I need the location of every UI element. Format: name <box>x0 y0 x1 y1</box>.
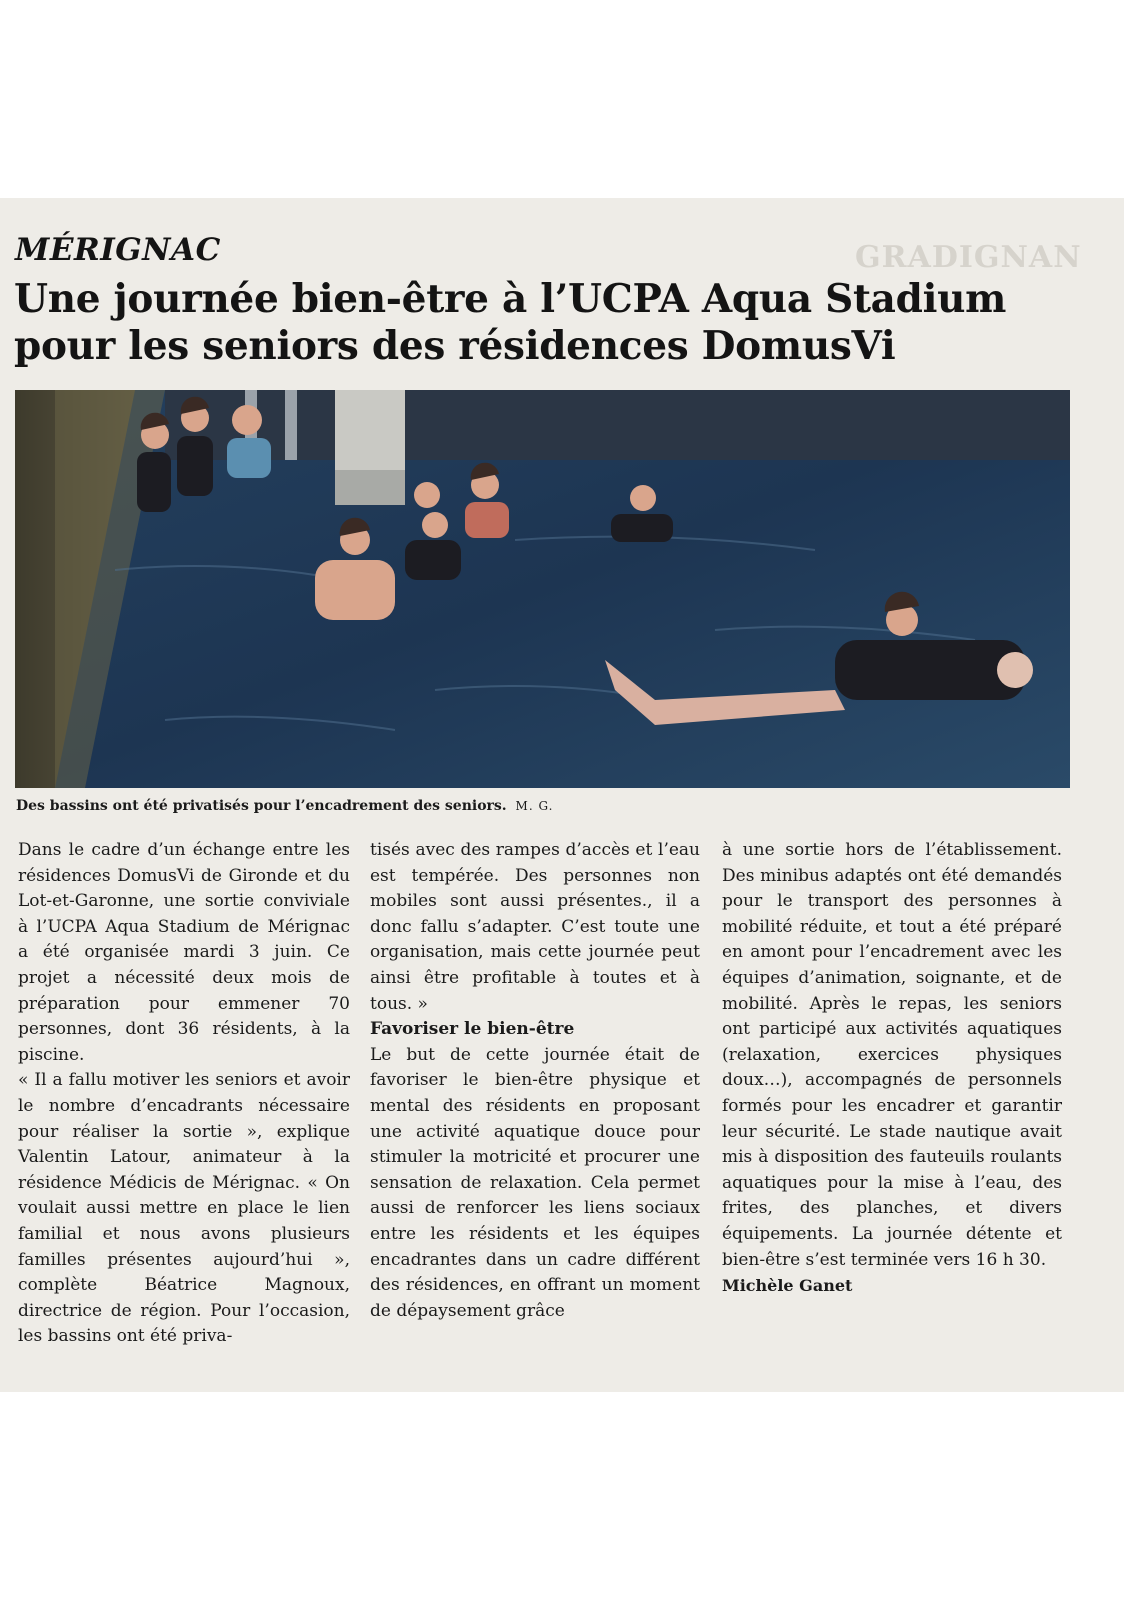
article-column-1 <box>18 838 350 1350</box>
article-headline: Une journée bien-être à l’UCPA Aqua Stadium pour les seniors des résidences DomusVi <box>14 276 1007 369</box>
article-kicker: MÉRIGNAC <box>15 232 221 268</box>
paragraph: « Il a fallu motiver les seniors et avoir le nombre d’encadrants nécessaire pour réaliser la sortie », explique Valentin Latour, animateur à la résidence Médicis de Mérignac. « On voulait aussi mettre en place le lien familial et nous avons plusieurs familles présentes aujourd’hui », complète Béatrice Magnoux, directrice de région. Pour l’occasion, les bassins ont été priva- <box>18 1070 350 1347</box>
newspaper-clipping <box>0 198 1124 1392</box>
author-signature: Michèle Ganet <box>722 1276 853 1296</box>
bleed-through-text: GRADIGNAN <box>855 240 1082 275</box>
paragraph: Dans le cadre d’un échange entre les résidences DomusVi de Gironde et du Lot-et-Garonne, une sortie conviviale à l’UCPA Aqua Stadium de Mérignac a été organisée mardi 3 juin. Ce projet a nécessité deux mois de préparation pour emmener 70 personnes, dont 36 résidents, à la piscine. <box>18 840 350 1065</box>
paragraph: Le but de cette journée était de favoriser le bien-être physique et mental des résidents en proposant une activité aquatique douce pour stimuler la motricité et procurer une sensation de relaxation. Cela permet aussi de renforcer les liens sociaux entre les résidents et les équipes encadrantes dans un cadre différent des résidences, en offrant un moment de dépaysement grâce <box>370 1044 700 1321</box>
photo-credit: M. G. <box>515 799 554 813</box>
pool-photo <box>15 390 1070 788</box>
article-subheading: Favoriser le bien-être <box>370 1019 575 1040</box>
article-column-2 <box>370 838 700 1324</box>
pool-photo-illustration <box>15 390 1070 788</box>
caption-text: Des bassins ont été privatisés pour l’encadrement des seniors. <box>16 798 507 814</box>
article-column-3 <box>722 838 1062 1299</box>
photo-caption <box>16 798 553 814</box>
paragraph: à une sortie hors de l’établissement. Des minibus adaptés ont été demandés pour le transport des personnes à mobilité réduite, et tout a été préparé en amont pour l’encadrement avec les équipes d’animation, soignante, et de mobilité. Après le repas, les seniors ont participé aux activités aquatiques (relaxation, exercices physiques doux…), accompagnés de personnels formés pour les encadrer et garantir leur sécurité. Le stade nautique avait mis à disposition des fauteuils roulants aquatiques pour la mise à l’eau, des frites, des planches, et divers équipements. La journée détente et bien-être s’est terminée vers 16 h 30. <box>722 840 1062 1270</box>
paragraph: tisés avec des rampes d’accès et l’eau est tempérée. Des personnes non mobiles sont aussi présentes., il a donc fallu s’adapter. C’est toute une organisation, mais cette journée peut ainsi être profitable à toutes et à tous. » <box>370 840 700 1014</box>
